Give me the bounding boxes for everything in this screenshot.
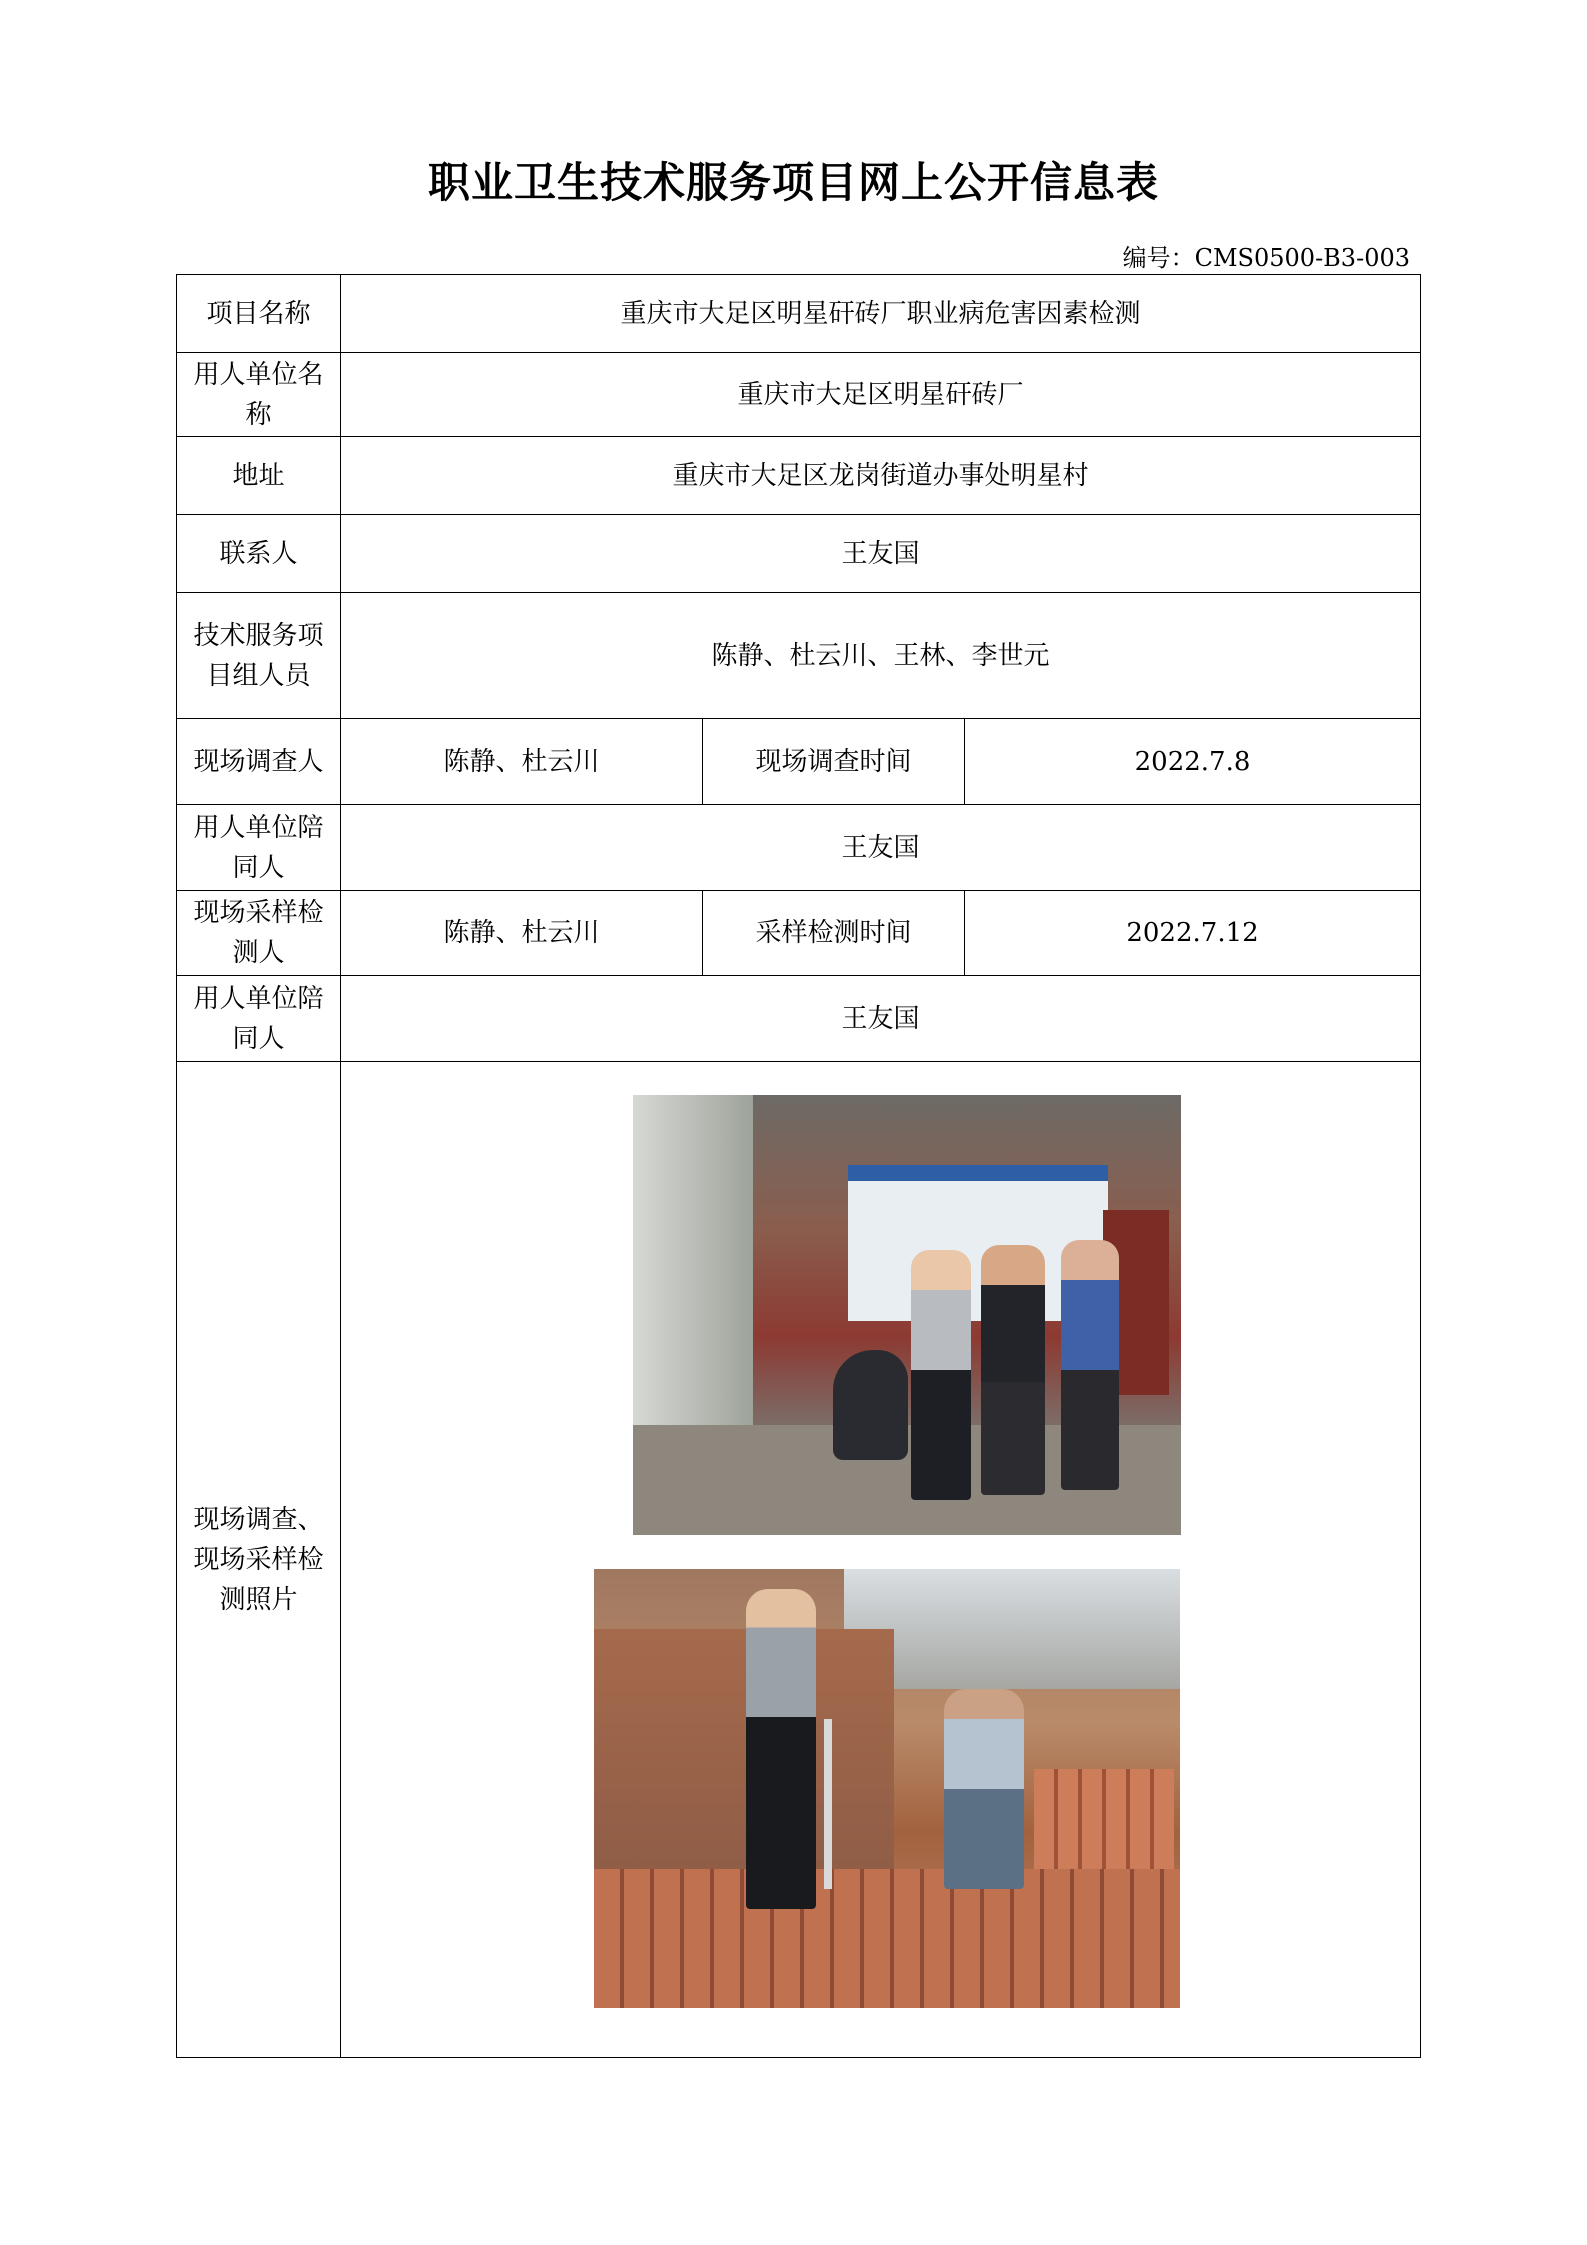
project-name-label: 项目名称 <box>177 275 341 353</box>
contact-value: 王友国 <box>341 515 1421 593</box>
row-sampling-companion <box>177 976 1421 1062</box>
employer-label: 用人单位名称 <box>177 353 341 437</box>
sampling-companion-value: 王友国 <box>341 976 1421 1062</box>
address-value: 重庆市大足区龙岗街道办事处明星村 <box>341 437 1421 515</box>
sampling-time-value: 2022.7.12 <box>965 891 1421 976</box>
row-contact <box>177 515 1421 593</box>
survey-time-value: 2022.7.8 <box>965 719 1421 805</box>
photos-cell <box>341 1062 1421 2058</box>
row-survey-companion <box>177 805 1421 891</box>
sampling-value: 陈静、杜云川 <box>341 891 703 976</box>
row-photos <box>177 1062 1421 2058</box>
site-sampling-photo <box>594 1569 1180 2008</box>
survey-value: 陈静、杜云川 <box>341 719 703 805</box>
site-survey-photo <box>633 1095 1181 1535</box>
team-label: 技术服务项目组人员 <box>177 593 341 719</box>
row-survey <box>177 719 1421 805</box>
photos-label: 现场调查、现场采样检测照片 <box>177 1062 341 2058</box>
photo-sampling-tripod <box>824 1719 832 1889</box>
address-label: 地址 <box>177 437 341 515</box>
photo-person <box>981 1245 1045 1495</box>
sampling-label: 现场采样检测人 <box>177 891 341 976</box>
photo-brick-wall <box>594 1629 894 1889</box>
photo-person <box>944 1689 1024 1889</box>
page-title: 职业卫生技术服务项目网上公开信息表 <box>427 158 1159 207</box>
photo-person <box>746 1589 816 1909</box>
photo-scooter <box>833 1350 908 1460</box>
survey-label: 现场调查人 <box>177 719 341 805</box>
employer-value: 重庆市大足区明星矸砖厂 <box>341 353 1421 437</box>
photo-roof <box>844 1569 1180 1689</box>
sampling-time-label: 采样检测时间 <box>703 891 965 976</box>
row-employer <box>177 353 1421 437</box>
project-name-value: 重庆市大足区明星矸砖厂职业病危害因素检测 <box>341 275 1421 353</box>
row-address <box>177 437 1421 515</box>
info-table <box>176 274 1421 2058</box>
contact-label: 联系人 <box>177 515 341 593</box>
document-number: 编号：CMS0500-B3-003 <box>1122 244 1410 272</box>
photo-person <box>911 1250 971 1500</box>
photo-bricks <box>594 1869 1180 2008</box>
survey-time-label: 现场调查时间 <box>703 719 965 805</box>
photo-person <box>1061 1240 1119 1490</box>
sampling-companion-label: 用人单位陪同人 <box>177 976 341 1062</box>
survey-companion-label: 用人单位陪同人 <box>177 805 341 891</box>
row-project-name <box>177 275 1421 353</box>
row-sampling <box>177 891 1421 976</box>
team-value: 陈静、杜云川、王林、李世元 <box>341 593 1421 719</box>
survey-companion-value: 王友国 <box>341 805 1421 891</box>
row-team <box>177 593 1421 719</box>
